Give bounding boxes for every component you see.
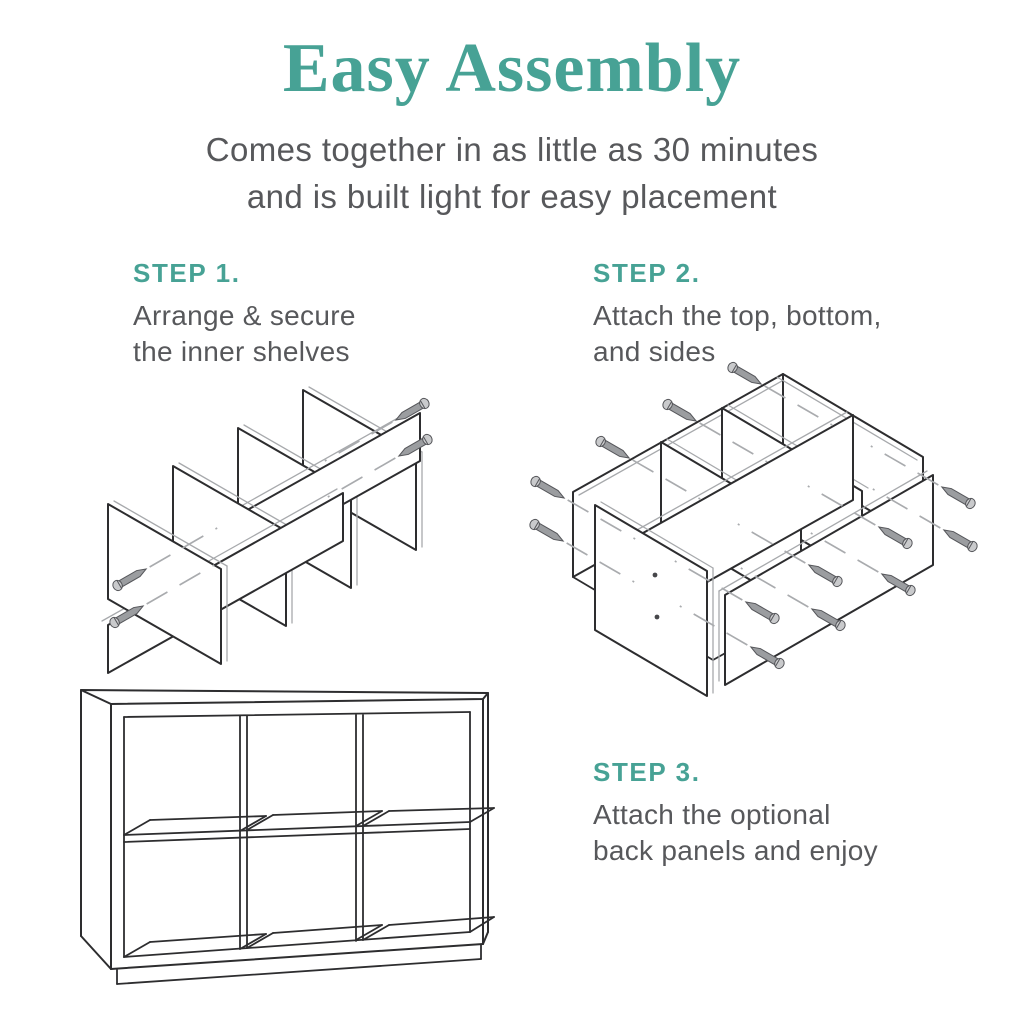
step-3-text-block (593, 757, 878, 869)
cube-floor-lines (124, 917, 494, 957)
subtitle-line-2: and is built light for easy placement (246, 178, 778, 215)
step1-inner-shelves-diagram (60, 382, 480, 677)
step3-assembled-organizer-diagram (45, 670, 530, 1015)
step2-frame-diagram (515, 355, 1010, 700)
step-1-label: STEP 1. (133, 258, 241, 288)
step-2-text-block (593, 258, 882, 370)
cam-hole (655, 615, 660, 620)
page-title: Easy Assembly (282, 30, 742, 107)
step-1-desc-line-2: the inner shelves (133, 336, 350, 367)
step-2-desc-line-2: and sides (593, 336, 716, 367)
cube-organizer (81, 690, 494, 984)
step-1-desc-line-1: Arrange & secure (133, 300, 356, 331)
subtitle (0, 126, 1024, 220)
step-3-desc-line-1: Attach the optional (593, 799, 831, 830)
subtitle-line-1: Comes together in as little as 30 minutes (205, 131, 819, 168)
step-3-label: STEP 3. (593, 757, 701, 787)
step-2-label: STEP 2. (593, 258, 701, 288)
step-3-desc-line-2: back panels and enjoy (593, 835, 878, 866)
step-2-desc-line-1: Attach the top, bottom, (593, 300, 882, 331)
step-1-text-block (133, 258, 356, 370)
cam-hole (653, 573, 658, 578)
